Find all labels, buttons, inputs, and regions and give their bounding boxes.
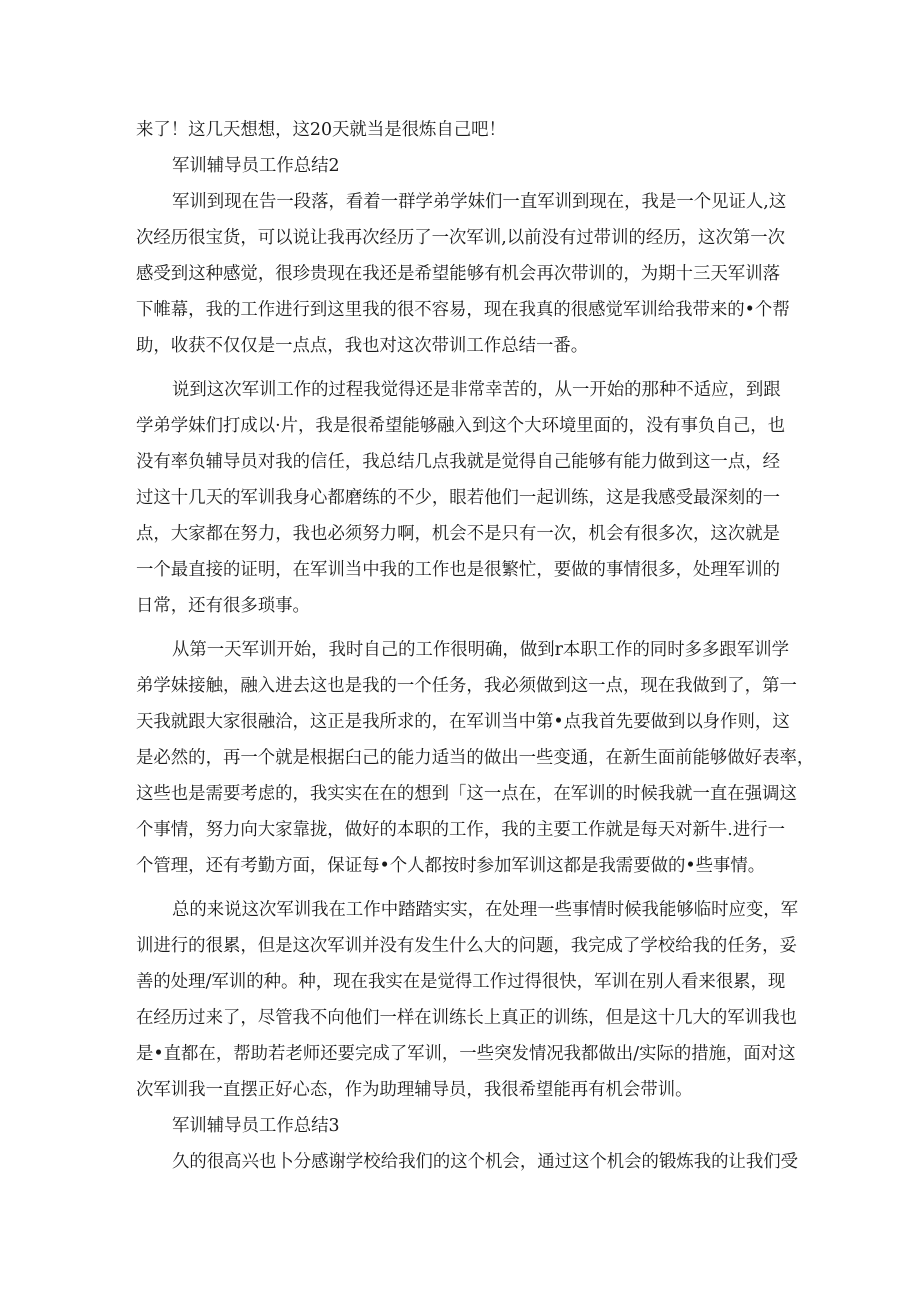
paragraph-line: 这些也是需要考虑的，我实实在在的想到「这一点在，在军训的时候我就一直在强调这 (136, 784, 797, 804)
section-3-paragraph-1 (136, 1144, 799, 1180)
paragraph-line: 感受到这种感觉，很珍贵现在我还是希望能够有机会再次带训的，为期十三天军训落 (136, 264, 780, 284)
section-3-heading: 军训辅导员工作总结3 (172, 1116, 340, 1136)
section-2-paragraph-4 (136, 892, 799, 1108)
paragraph-line: 训进行的很累，但是这次军训并没有发生什么大的问题，我完成了学校给我的任务，妥 (136, 936, 797, 956)
section-2-paragraph-2 (136, 372, 785, 624)
paragraph-line: 在经历过来了，尽管我不向他们一样在训练长上真正的训练，但是这十几大的军训我也 (136, 1008, 797, 1028)
section-2-paragraph-3 (136, 632, 815, 884)
paragraph-line: 久的很高兴也卜分感谢学校给我们的这个机会，通过这个机会的锻炼我的让我们受 (172, 1152, 799, 1172)
section-2-paragraph-1 (136, 184, 790, 364)
paragraph-line: 下帷幕，我的工作进行到这里我的很不容易，现在我真的很感觉军训给我带来的•个帮 (136, 300, 790, 320)
paragraph-line: 个管理，还有考勤方面，保证每•个人都按时参加军训这都是我需要做的•些事情。 (136, 856, 766, 876)
paragraph-line: 善的处理/军训的种。种，现在我实在是觉得工作过得很快，军训在别人看来很累，现 (136, 972, 786, 992)
paragraph-line: 次军训我一直摆正好心态，作为助理辅导员，我很希望能再有机会带训。 (136, 1080, 693, 1100)
paragraph-line: 一个最直接的证明，在军训当中我的工作也是很繁忙，要做的事情很多，处理军训的 (136, 560, 780, 580)
paragraph-line: 过这十几天的军训我身心都磨练的不少，眼若他们一起训练，这是我感受最深刻的一 (136, 488, 780, 508)
paragraph-line: 个事情，努力向大家靠拢，做好的本职的工作，我的主要工作就是每天对新牛.进行一 (136, 820, 785, 840)
paragraph-line: 军训到现在告一段落，看着一群学弟学妹们一直军训到现在，我是一个见证人,这 (172, 192, 787, 212)
paragraph-line: 日常，还有很多琐事。 (136, 596, 310, 616)
paragraph-line: 总的来说这次军训我在工作中踏踏实实，在处理一些事情时候我能够临时应变，军 (172, 900, 799, 920)
paragraph-line: 次经历很宝货，可以说让我再次经历了一次军训,以前没有过带训的经历，这次第一次 (136, 228, 785, 248)
paragraph-line: 是必然的，再一个就是根据臼己的能力适当的做出一些变通，在新生面前能够做好表率， (136, 748, 815, 768)
paragraph-line: 从第一天军训开始，我时自己的工作很明确，做到r本职工作的同时多多跟军训学 (172, 640, 789, 660)
paragraph-line: 点，大家都在努力，我也必须努力啊，机会不是只有一次，机会有很多次，这次就是 (136, 524, 780, 544)
document-page (136, 112, 815, 1180)
intro-line: 来了！这几天想想，这20天就当是很炼自己吧！ (136, 120, 506, 140)
paragraph-line: 是•直都在，帮助若老师还要完成了军训，一些突发情况我都做出/实际的措施，面对这 (136, 1044, 796, 1064)
paragraph-line: 助，收获不仅仅是一点点，我也对这次带训工作总结一番。 (136, 336, 589, 356)
paragraph-line: 天我就跟大家很融洽，这正是我所求的，在军训当中第•点我首先要做到以身作则，这 (136, 712, 790, 732)
paragraph-line: 说到这次军训工作的过程我觉得还是非常幸苦的，从一开始的那种不适应，到跟 (172, 380, 781, 400)
paragraph-line: 没有率负辅导员对我的信任，我总结几点我就是觉得自己能够有能力做到这一点，经 (136, 452, 780, 472)
paragraph-line: 弟学妹接触，融入进去这也是我的一个任务，我必须做到这一点，现在我做到了，第一 (136, 676, 797, 696)
section-2-heading: 军训辅导员工作总结2 (172, 156, 340, 176)
paragraph-line: 学弟学妹们打成以·片，我是很希望能够融入到这个大环境里面的，没有事负自己，也 (136, 416, 785, 436)
